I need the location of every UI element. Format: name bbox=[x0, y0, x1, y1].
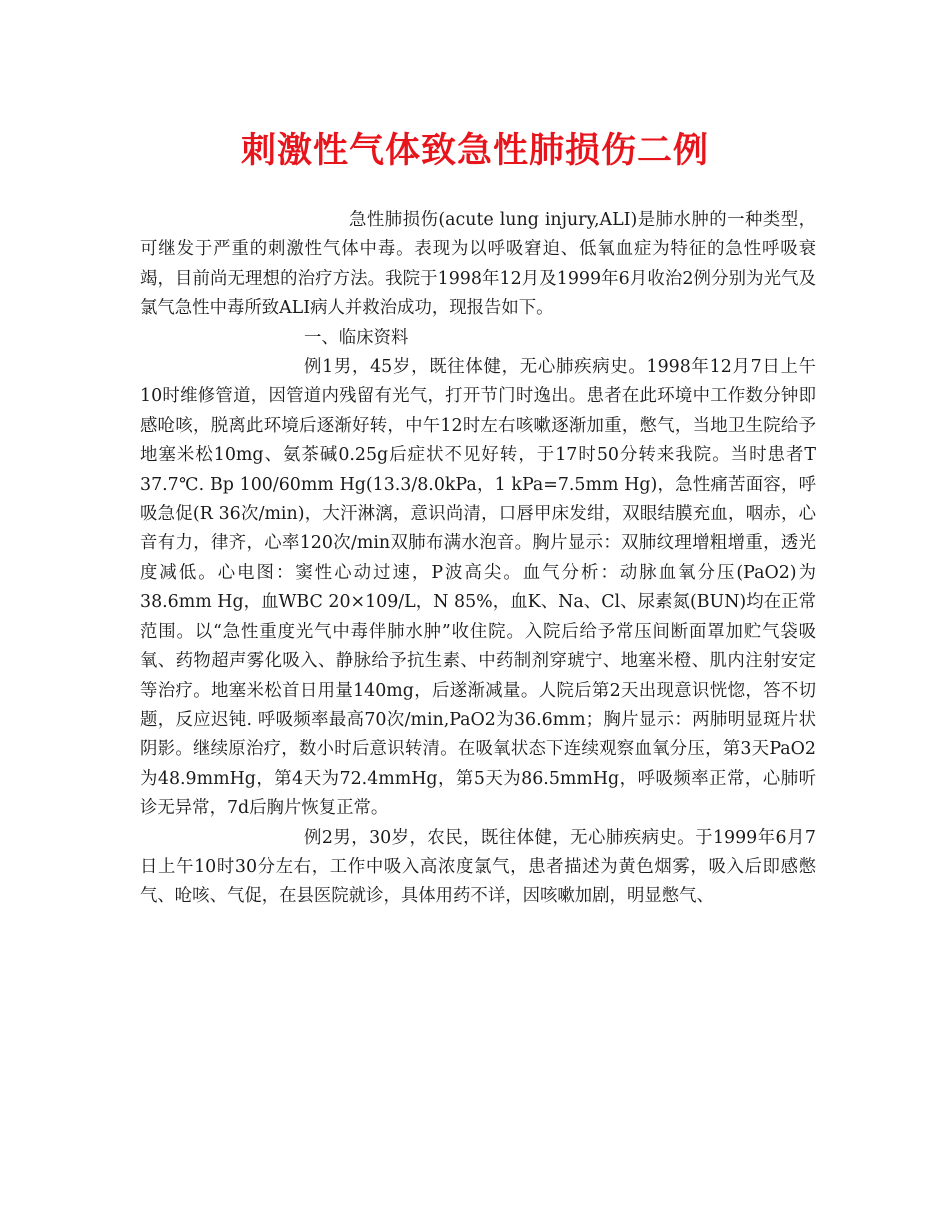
case-1-paragraph: 例1男，45岁，既往体健，无心肺疾病史。1998年12月7日上午10时维修管道，因管道内残留有光气，打开节门时逸出。患者在此环境中工作数分钟即感呛咳，脱离此环境后逐渐好转，中午12时左右咳嗽逐渐加重，憋气，当地卫生院给予地塞米松10mg、氨茶碱0.25g后症状不见好转，于17时50分转来我院。当时患者T 37.7℃. Bp 100/60mm Hg(13.3/8.0kPa，1 kPa=7.5mm Hg)，急性痛苦面容，呼吸急促(R 36次/min)，大汗淋漓，意识尚清，口唇甲床发绀，双眼结膜充血，咽赤，心音有力，律齐，心率120次/min双肺布满水泡音。胸片显示：双肺纹理增粗增重，透光度减低。心电图：窦性心动过速，P波高尖。血气分析：动脉血氧分压(PaO2)为38.6mm Hg，血WBC 20×109/L，N 85%，血K、Na、Cl、尿素氮(BUN)均在正常范围。以“急性重度光气中毒伴肺水肿”收住院。入院后给予常压间断面罩加贮气袋吸氧、药物超声雾化吸入、静脉给予抗生素、中药制剂穿琥宁、地塞米橙、肌内注射安定等治疗。地塞米松首日用量140mg，后遂渐减量。人院后第2天出现意识恍惚，答不切题，反应迟钝. 呼吸频率最高70次/min,PaO2为36.6mm；胸片显示：两肺明显斑片状阴影。继续原治疗，数小时后意识转清。在吸氧状态下连续观察血氧分压，第3天PaO2为48.9mmHg，第4天为72.4mmHg，第5天为86.5mmHg，呼吸频率正常，心肺听诊无异常，7d后胸片恢复正常。 bbox=[140, 357, 816, 819]
case-2-paragraph: 例2男，30岁，农民，既往体健，无心肺疾病史。于1999年6月7日上午10时30分左右，工作中吸入高浓度氯气，患者描述为黄色烟雾，吸入后即感憋气、呛咳、气促，在县医院就诊，具体用药不详，因咳嗽加剧，明显憋气、 bbox=[140, 827, 816, 907]
section-heading: 一、临床资料 bbox=[304, 327, 409, 348]
intro-paragraph: 急性肺损伤(acute lung injury,ALI)是肺水肿的一种类型，可继发于严重的刺激性气体中毒。表现为以呼吸窘迫、低氧血症为特征的急性呼吸衰竭，目前尚无理想的治疗方法。我院于1998年12月及1999年6月收治2例分别为光气及氯气急性中毒所致ALI病人并救治成功，现报告如下。 bbox=[140, 210, 816, 319]
document-title: 刺激性气体致急性肺损伤二例 bbox=[240, 130, 709, 171]
document-body bbox=[140, 206, 816, 912]
